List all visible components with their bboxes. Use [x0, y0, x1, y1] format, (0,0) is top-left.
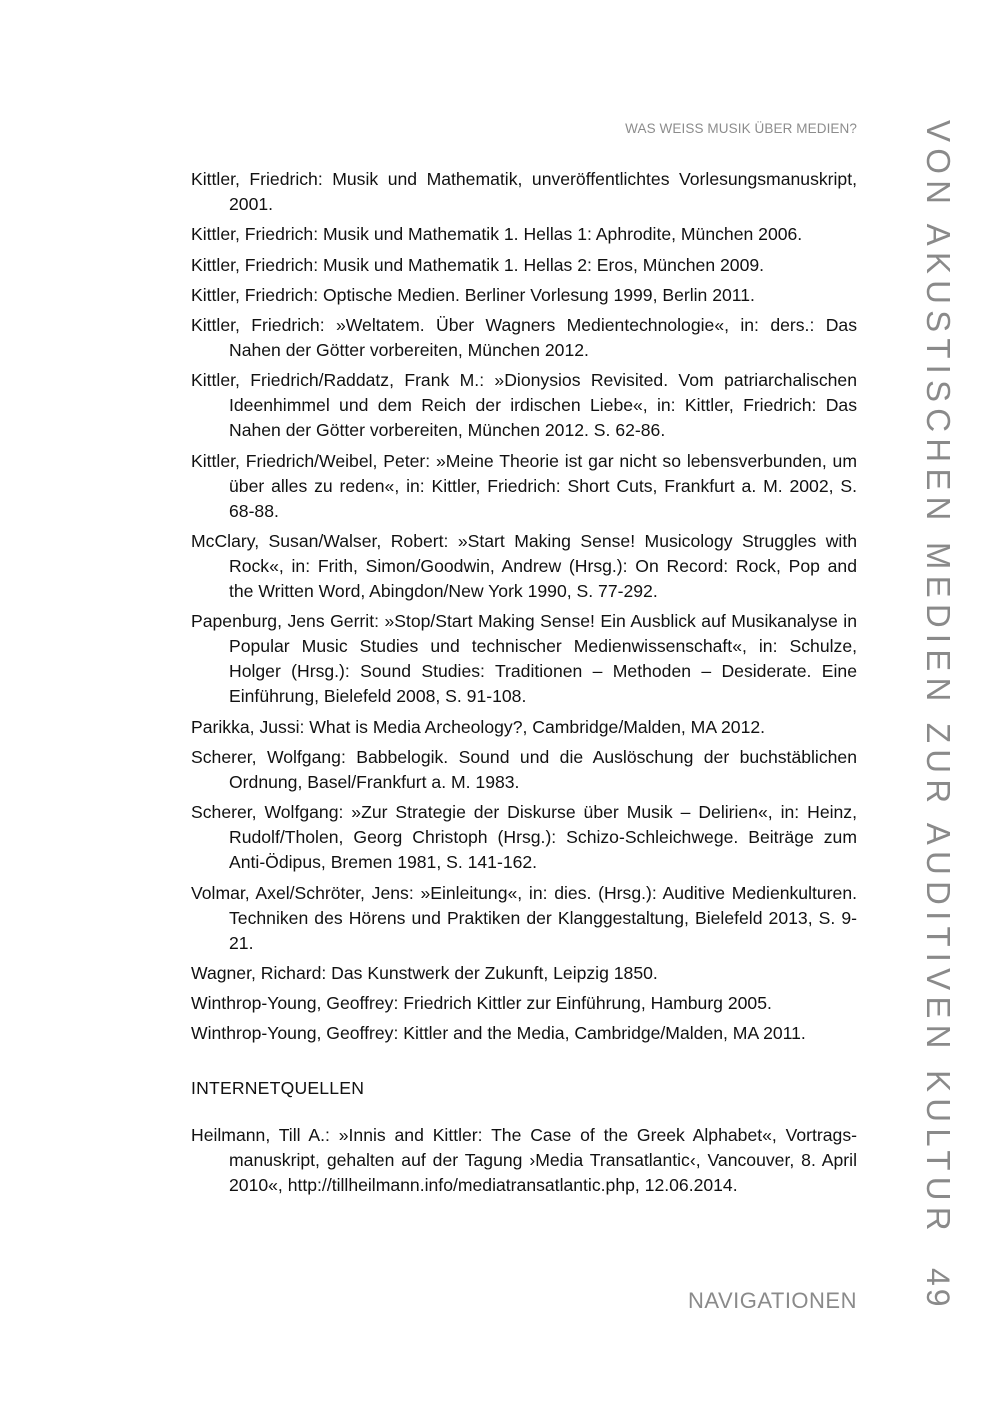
reference-entry: McClary, Susan/Walser, Robert: »Start Making Sense! Musicology Struggles with Rock«, in: Frith, Simon/Goodwin, Andrew (Hrsg.): On Record: Rock, Pop and the Written Word, Abingdon/New York 1990, S. 77-292.: [191, 531, 857, 602]
reference-entry: Scherer, Wolfgang: »Zur Strategie der Diskurse über Musik – Delirien«, in: Heinz, Rudolf/Tholen, Georg Christoph (Hrsg.): Schizo-Schleichwege. Beiträge zum Anti-Ödipus, Bremen 1981, S. 141-162.: [191, 802, 857, 873]
reference-entry: Scherer, Wolfgang: Babbelogik. Sound und die Auslöschung der buchstäblichen Ordnung, Basel/Frankfurt a. M. 1983.: [191, 746, 857, 792]
page-number-text: 49: [920, 1268, 956, 1310]
reference-entry: Heilmann, Till A.: »Innis and Kittler: The Case of the Greek Alphabet«, Vortragsmanuskript, gehalten auf der Tagung ›Media Transatlantic‹, Vancouver, 8. April 2010«, http://tillheilmann.info/mediatransatlantic.php, 12.06.2014.: [191, 1125, 857, 1195]
vertical-book-title: [912, 120, 962, 1237]
reference-entry: Kittler, Friedrich: Musik und Mathematik, unveröffentlichtes Vorlesungsmanuskript, 2001.: [191, 169, 857, 214]
reference-list: [191, 167, 857, 1052]
reference-entry: Wagner, Richard: Das Kunstwerk der Zukunft, Leipzig 1850.: [191, 962, 658, 983]
reference-entry: Kittler, Friedrich/Raddatz, Frank M.: »Dionysios Revisited. Vom patriarchalischen Ideenhimmel und dem Reich der irdischen Liebe«, in: Kittler, Friedrich: Das Nahen der Götter vorbereiten, München 2012. S. 62-86.: [191, 370, 857, 441]
reference-entry: Kittler, Friedrich: Musik und Mathematik 1. Hellas 1: Aphrodite, München 2006.: [191, 224, 803, 245]
reference-entry: Kittler, Friedrich: Musik und Mathematik 1. Hellas 2: Eros, München 2009.: [191, 254, 765, 275]
running-head: WAS WEISS MUSIK ÜBER MEDIEN?: [625, 121, 857, 136]
page-number: [912, 1268, 962, 1328]
reference-entry: Winthrop-Young, Geoffrey: Kittler and the Media, Cambridge/Malden, MA 2011.: [191, 1023, 806, 1044]
section-heading-internet-sources: INTERNETQUELLEN: [191, 1078, 365, 1098]
footer-section-label: NAVIGATIONEN: [688, 1288, 857, 1313]
reference-entry: Kittler, Friedrich/Weibel, Peter: »Meine Theorie ist gar nicht so lebensverbunden, um über alles zu reden«, in: Kittler, Friedrich: Short Cuts, Frankfurt a. M. 2002, S. 68-88.: [191, 450, 857, 521]
reference-entry: Parikka, Jussi: What is Media Archeology?, Cambridge/Malden, MA 2012.: [191, 716, 766, 737]
reference-entry: Volmar, Axel/Schröter, Jens: »Einleitung«, in: dies. (Hrsg.): Auditive Medienkulturen. Techniken des Hörens und Praktiken der Klanggestaltung, Bielefeld 2013, S. 9-21.: [191, 882, 857, 953]
reference-entry: Winthrop-Young, Geoffrey: Friedrich Kittler zur Einführung, Hamburg 2005.: [191, 993, 772, 1014]
reference-entry: Kittler, Friedrich: »Weltatem. Über Wagners Medientechnologie«, in: ders.: Das Nahen der Götter vorbereiten, München 2012.: [191, 315, 857, 361]
internet-reference-list: [191, 1123, 857, 1203]
reference-entry: Papenburg, Jens Gerrit: »Stop/Start Making Sense! Ein Ausblick auf Musikanalyse in Popular Music Studies und technischer Medienwissenschaft«, in: Schulze, Holger (Hrsg.): Sound Studies: Traditionen – Methoden – Desiderate. Eine Einführung, Bielefeld 2008, S. 91-108.: [191, 611, 857, 707]
book-title-text: VON AKUSTISCHEN MEDIEN ZUR AUDITIVEN KULTUR: [920, 120, 957, 1237]
reference-entry: Kittler, Friedrich: Optische Medien. Berliner Vorlesung 1999, Berlin 2011.: [191, 284, 755, 305]
